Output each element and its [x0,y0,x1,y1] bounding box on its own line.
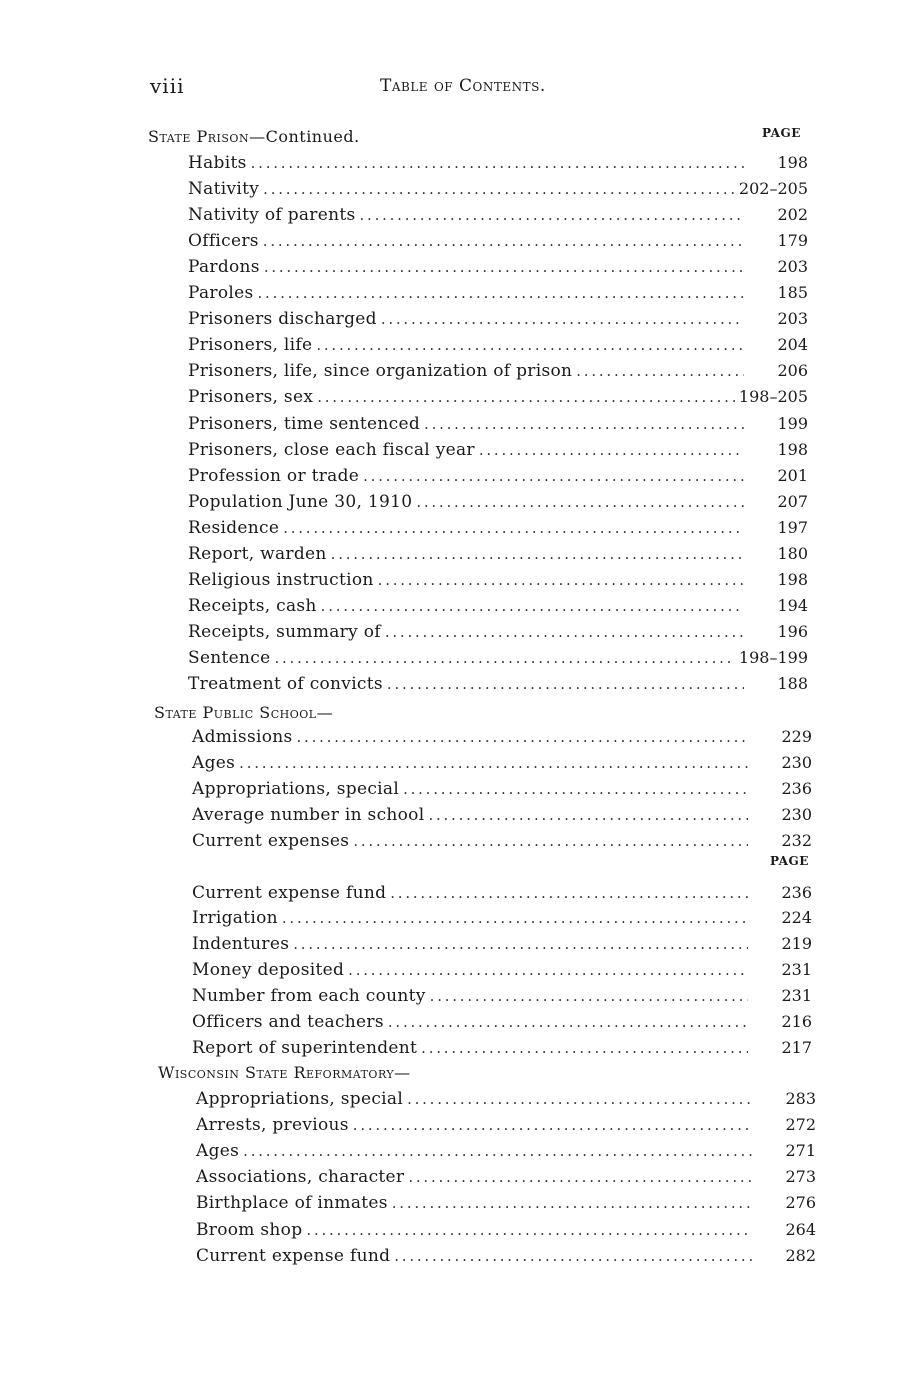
toc-entry-label: Sentence [188,648,271,668]
dot-leader [306,1218,752,1242]
toc-entry-label: Pardons [188,257,260,277]
toc-entry-label: Appropriations, special [192,779,400,799]
running-title: Table of Contents. [380,76,546,96]
toc-entry-page: 230 [781,753,812,772]
toc-entry-label: Report of superintendent [192,1038,418,1058]
toc-entry-page: 207 [777,492,808,511]
dot-leader [316,333,744,357]
toc-entry [188,359,808,383]
toc-entry-label: Admissions [192,727,293,747]
toc-entry-page: 276 [785,1193,816,1212]
dot-leader [428,803,748,827]
toc-entry [188,672,808,696]
section-continued-label: —Continued. [249,127,360,146]
toc-entry-page: 198 [777,570,808,589]
toc-entry [192,1010,812,1034]
toc-entry-page: 230 [781,805,812,824]
toc-entry-page: 188 [777,674,808,693]
dot-leader [274,646,734,670]
section-heading [154,701,333,725]
toc-entry [192,932,812,956]
dot-leader [387,672,744,696]
toc-entry [196,1165,816,1189]
toc-entry [196,1087,816,1111]
section-heading-text: Wisconsin State Reformatory— [158,1063,411,1082]
toc-entry [188,412,808,436]
toc-entry-page: 201 [777,466,808,485]
toc-entry-page: 219 [781,934,812,953]
dot-leader [282,906,748,930]
toc-entry [188,646,808,670]
toc-entry-page: 198–205 [738,387,808,406]
dot-leader [381,307,744,331]
toc-entry-label: Treatment of convicts [188,674,383,694]
toc-entry-label: Current expenses [192,831,350,851]
dot-leader [421,1036,748,1060]
toc-entry [188,281,808,305]
toc-entry-page: 272 [785,1115,816,1134]
toc-entry [192,984,812,1008]
page-column-label: PAGE [762,126,801,140]
toc-entry-label: Money deposited [192,960,345,980]
toc-entry-page: 236 [781,883,812,902]
toc-entry [196,1191,816,1215]
toc-entry-label: Nativity of parents [188,205,356,225]
dot-leader [258,281,745,305]
dot-leader [576,359,744,383]
toc-entry-label: Arrests, previous [196,1115,349,1135]
dot-leader [424,412,744,436]
toc-entry-page: 194 [777,596,808,615]
dot-leader [239,751,748,775]
toc-entry-label: Ages [196,1141,240,1161]
dot-leader [264,255,744,279]
toc-entry-page: 202 [777,205,808,224]
toc-entry-label: Birthplace of inmates [196,1193,388,1213]
section-heading [148,125,360,149]
toc-entry-page: 206 [777,361,808,380]
toc-entry-page: 231 [781,986,812,1005]
toc-entry-page: 197 [777,518,808,537]
toc-entry [192,829,812,853]
dot-leader [363,464,744,488]
toc-entry-page: 204 [777,335,808,354]
toc-entry [188,385,808,409]
toc-entry [188,255,808,279]
toc-entry [188,151,808,175]
dot-leader [353,829,748,853]
toc-entry-page: 282 [785,1246,816,1265]
dot-leader [416,490,744,514]
toc-entry-page: 232 [781,831,812,850]
toc-entry-label: Report, warden [188,544,327,564]
dot-leader [385,620,744,644]
toc-entry-label: Nativity [188,179,260,199]
toc-entry [196,1139,816,1163]
toc-entry [196,1218,816,1242]
toc-entry-label: Ages [192,753,236,773]
dot-leader [388,1010,748,1034]
toc-entry-page: 179 [777,231,808,250]
toc-entry-page: 198 [777,153,808,172]
dot-leader [317,385,735,409]
toc-entry [192,1036,812,1060]
dot-leader [407,1087,752,1111]
dot-leader [353,1113,752,1137]
toc-entry-label: Appropriations, special [196,1089,404,1109]
toc-entry-label: Prisoners, life [188,335,313,355]
toc-entry [188,594,808,618]
toc-entry-page: 216 [781,1012,812,1031]
dot-leader [297,725,748,749]
toc-entry [192,725,812,749]
toc-entry-page: 271 [785,1141,816,1160]
toc-entry-label: Habits [188,153,247,173]
toc-entry [192,881,812,905]
section-heading [158,1061,411,1085]
page-number: viii [150,74,185,98]
toc-entry [188,203,808,227]
toc-entry [188,568,808,592]
toc-entry-label: Religious instruction [188,570,374,590]
dot-leader [263,177,735,201]
toc-entry [188,307,808,331]
dot-leader [321,594,744,618]
toc-entry [188,542,808,566]
toc-entry-page: 264 [785,1220,816,1239]
toc-entry [188,490,808,514]
toc-entry-label: Number from each county [192,986,426,1006]
toc-entry [188,177,808,201]
toc-entry-label: Prisoners discharged [188,309,377,329]
toc-entry-page: 229 [781,727,812,746]
toc-entry-label: Prisoners, time sentenced [188,414,421,434]
toc-entry-label: Residence [188,518,280,538]
dot-leader [251,151,744,175]
dot-leader [348,958,748,982]
toc-entry-page: 180 [777,544,808,563]
toc-entry [188,333,808,357]
toc-entry-page: 198 [777,440,808,459]
toc-entry-label: Receipts, cash [188,596,317,616]
dot-leader [378,568,744,592]
toc-entry-label: Associations, character [196,1167,405,1187]
toc-entry-page: 236 [781,779,812,798]
dot-leader [392,1191,752,1215]
toc-entry-label: Irrigation [192,908,278,928]
toc-entry [192,777,812,801]
dot-leader [430,984,748,1008]
toc-entry-label: Officers [188,231,259,251]
toc-entry [188,620,808,644]
toc-entry-label: Profession or trade [188,466,360,486]
dot-leader [263,229,744,253]
dot-leader [394,1244,752,1268]
toc-entry-label: Prisoners, close each fiscal year [188,440,475,460]
toc-entry-page: 185 [777,283,808,302]
toc-entry [196,1113,816,1137]
dot-leader [331,542,744,566]
dot-leader [283,516,744,540]
toc-entry-page: 203 [777,309,808,328]
toc-entry [188,229,808,253]
page-column-label-2: PAGE [770,854,809,868]
toc-entry-label: Paroles [188,283,254,303]
dot-leader [408,1165,752,1189]
toc-entry-page: 273 [785,1167,816,1186]
dot-leader [390,881,748,905]
toc-entry [192,803,812,827]
toc-entry-label: Current expense fund [196,1246,391,1266]
toc-entry-label: Receipts, summary of [188,622,381,642]
toc-entry [188,438,808,462]
section-heading-text: State Prison [148,127,250,146]
toc-entry [192,958,812,982]
dot-leader [479,438,744,462]
dot-leader [243,1139,752,1163]
toc-entry-page: 231 [781,960,812,979]
toc-entry [188,516,808,540]
toc-entry-page: 224 [781,908,812,927]
toc-entry-label: Current expense fund [192,883,387,903]
toc-entry-page: 217 [781,1038,812,1057]
toc-entry-label: Prisoners, life, since organization of prison [188,361,573,381]
toc-entry-page: 199 [777,414,808,433]
toc-entry [192,906,812,930]
toc-entry-label: Population June 30, 1910 [188,492,413,512]
toc-entry [192,751,812,775]
toc-entry-label: Average number in school [192,805,425,825]
toc-entry [196,1244,816,1268]
toc-entry-page: 196 [777,622,808,641]
dot-leader [403,777,748,801]
toc-entry-page: 198–199 [738,648,808,667]
toc-entry-page: 283 [785,1089,816,1108]
toc-entry-label: Broom shop [196,1220,303,1240]
dot-leader [293,932,748,956]
toc-entry-page: 202–205 [738,179,808,198]
toc-entry-label: Indentures [192,934,290,954]
dot-leader [360,203,745,227]
toc-entry-label: Prisoners, sex [188,387,314,407]
toc-entry-page: 203 [777,257,808,276]
toc-entry [188,464,808,488]
section-heading-text: State Public School— [154,703,334,722]
toc-entry-label: Officers and teachers [192,1012,384,1032]
